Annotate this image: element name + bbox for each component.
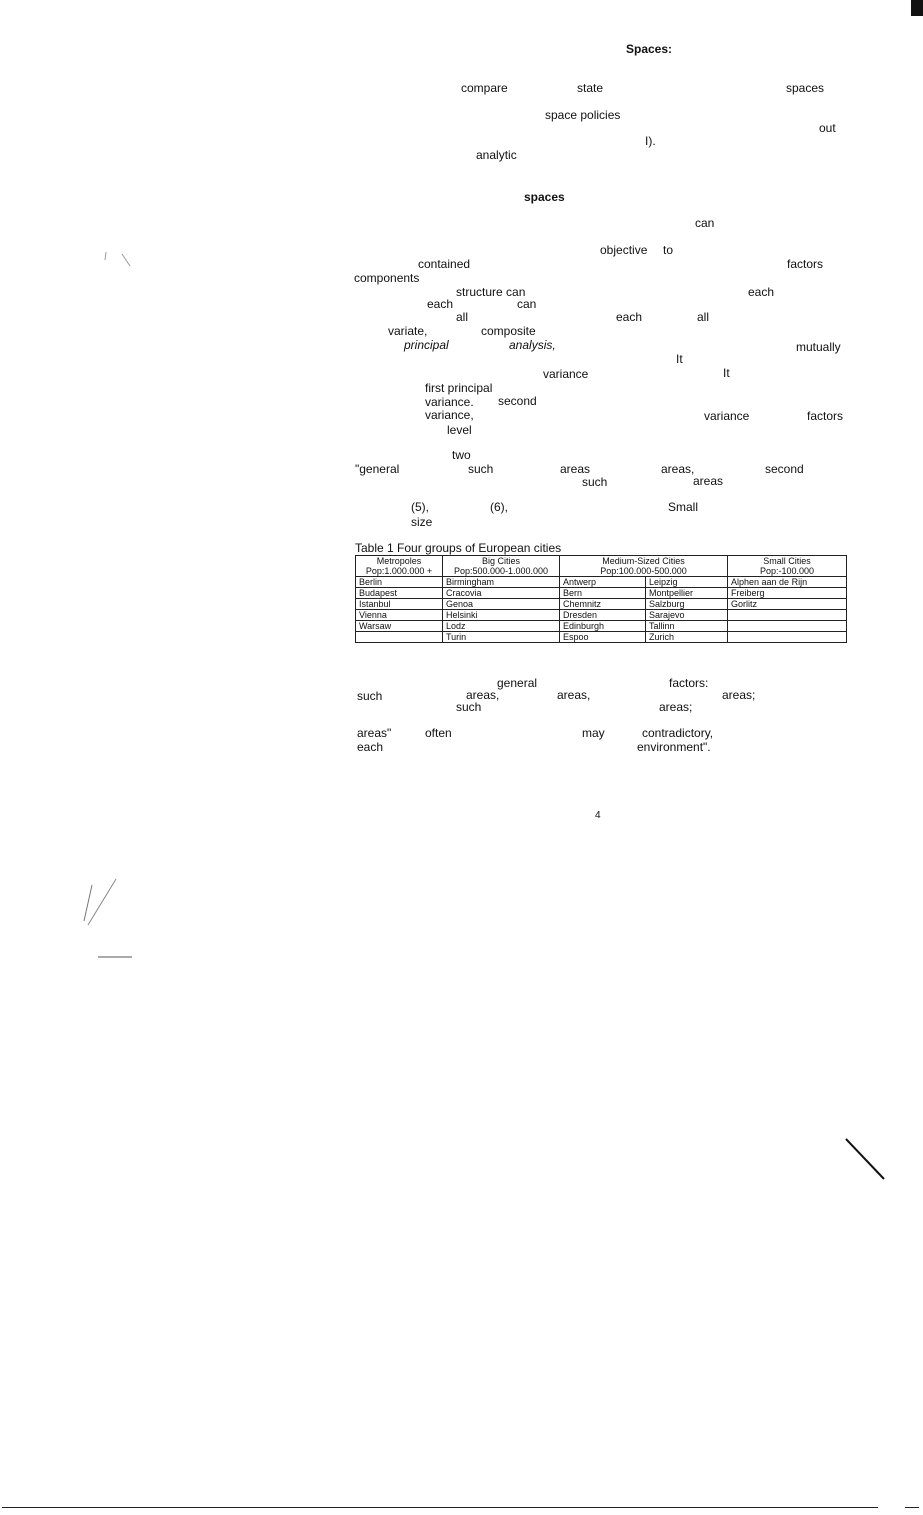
table-cell: Budapest <box>356 588 443 599</box>
table-cell: Montpellier <box>646 588 728 599</box>
word: level <box>447 423 472 437</box>
word: areas <box>560 462 591 476</box>
word: variance, <box>425 408 474 422</box>
table-cell <box>728 621 847 632</box>
word: composite <box>481 324 536 338</box>
word: "general <box>355 462 400 476</box>
word: factors: <box>669 676 709 690</box>
word: areas, <box>661 462 695 476</box>
word: spaces <box>786 81 825 95</box>
table-cell: Leipzig <box>646 577 728 588</box>
word: such <box>357 689 383 703</box>
word: analysis, <box>509 338 556 352</box>
word: environment". <box>637 740 711 754</box>
word: variance <box>543 367 589 381</box>
table-header-cell: Metropoles Pop:1.000.000 + <box>356 556 443 577</box>
word: areas" <box>357 726 392 740</box>
table-cell: Alphen aan de Rijn <box>728 577 847 588</box>
word: mutually <box>796 340 841 354</box>
pencil-scribble-mark <box>70 875 140 965</box>
word: each <box>748 285 775 299</box>
table-cell: Freiberg <box>728 588 847 599</box>
word: each <box>616 310 643 324</box>
scan-corner-mark <box>911 0 923 16</box>
word: structure can <box>456 285 526 299</box>
table-cell: Istanbul <box>356 599 443 610</box>
word: principal <box>404 338 449 352</box>
word: all <box>456 310 469 324</box>
word: can <box>695 216 715 230</box>
bottom-border-line <box>905 1507 919 1508</box>
table-cell <box>728 610 847 621</box>
word: such <box>468 462 494 476</box>
word: out <box>819 121 836 135</box>
table-cell: Salzburg <box>646 599 728 610</box>
word: spaces <box>524 190 565 204</box>
table-cell: Helsinki <box>443 610 560 621</box>
table-row <box>356 577 847 588</box>
word: areas; <box>722 688 756 702</box>
table-cell: Vienna <box>356 610 443 621</box>
table-cell: Edinburgh <box>560 621 646 632</box>
table-row <box>356 610 847 621</box>
word: general <box>497 676 538 690</box>
word: two <box>452 448 471 462</box>
word: areas; <box>659 700 693 714</box>
table-cell: Birmingham <box>443 577 560 588</box>
table-header-cell: Small Cities Pop:-100.000 <box>728 556 847 577</box>
word: second <box>498 394 537 408</box>
table-cell: Zurich <box>646 632 728 643</box>
word: each <box>357 740 384 754</box>
word: factors <box>807 409 844 423</box>
table-header-row <box>356 556 847 577</box>
word: often <box>425 726 452 740</box>
section-heading: Spaces: <box>626 42 673 56</box>
word: areas, <box>557 688 591 702</box>
word: components <box>354 271 420 285</box>
word: variate, <box>388 324 428 338</box>
table-cell: Gorlitz <box>728 599 847 610</box>
word: analytic <box>476 148 517 162</box>
table-row <box>356 588 847 599</box>
word: variance. <box>425 395 474 409</box>
word: each <box>427 297 454 311</box>
table-row <box>356 632 847 643</box>
table-cell <box>356 632 443 643</box>
table-row <box>356 621 847 632</box>
page-number: 4 <box>595 810 601 821</box>
word: such <box>582 475 608 489</box>
word: (5), <box>411 500 429 514</box>
table-cell: Dresden <box>560 610 646 621</box>
word: second <box>765 462 804 476</box>
table-header-cell: Medium-Sized Cities Pop:100.000-500.000 <box>560 556 728 577</box>
bottom-border-line <box>2 1507 878 1508</box>
table-cell: Antwerp <box>560 577 646 588</box>
word: all <box>697 310 710 324</box>
pen-stroke-mark <box>840 1135 890 1185</box>
word: I). <box>645 134 656 148</box>
table-cell: Berlin <box>356 577 443 588</box>
table-cell: Tallinn <box>646 621 728 632</box>
table-cell: Espoo <box>560 632 646 643</box>
word: It <box>676 352 683 366</box>
word: It <box>723 366 730 380</box>
table-cell: Turin <box>443 632 560 643</box>
table-cell: Lodz <box>443 621 560 632</box>
table-cell: Chemnitz <box>560 599 646 610</box>
table-cell: Genoa <box>443 599 560 610</box>
table-cell: Sarajevo <box>646 610 728 621</box>
table-cell: Cracovia <box>443 588 560 599</box>
table-caption: Table 1 Four groups of European cities <box>355 541 562 555</box>
word: areas <box>693 474 724 488</box>
table-cell: Warsaw <box>356 621 443 632</box>
scan-speck-mark <box>100 250 140 272</box>
table-cell: Bern <box>560 588 646 599</box>
word: such <box>456 700 482 714</box>
table-row <box>356 599 847 610</box>
word: (6), <box>490 500 508 514</box>
word: can <box>517 297 537 311</box>
table-header-cell: Big Cities Pop:500.000-1.000.000 <box>443 556 560 577</box>
word: state <box>577 81 604 95</box>
word: may <box>582 726 605 740</box>
word: factors <box>787 257 824 271</box>
word: Small <box>668 500 699 514</box>
word: contained <box>418 257 471 271</box>
word: objective <box>600 243 648 257</box>
word: space policies <box>545 108 621 122</box>
word: compare <box>461 81 508 95</box>
word: first principal <box>425 381 493 395</box>
word: variance <box>704 409 750 423</box>
word: size <box>411 515 433 529</box>
word: to <box>663 243 674 257</box>
word: areas, <box>466 688 500 702</box>
cities-table <box>355 555 847 643</box>
word: contradictory, <box>642 726 714 740</box>
table-cell <box>728 632 847 643</box>
